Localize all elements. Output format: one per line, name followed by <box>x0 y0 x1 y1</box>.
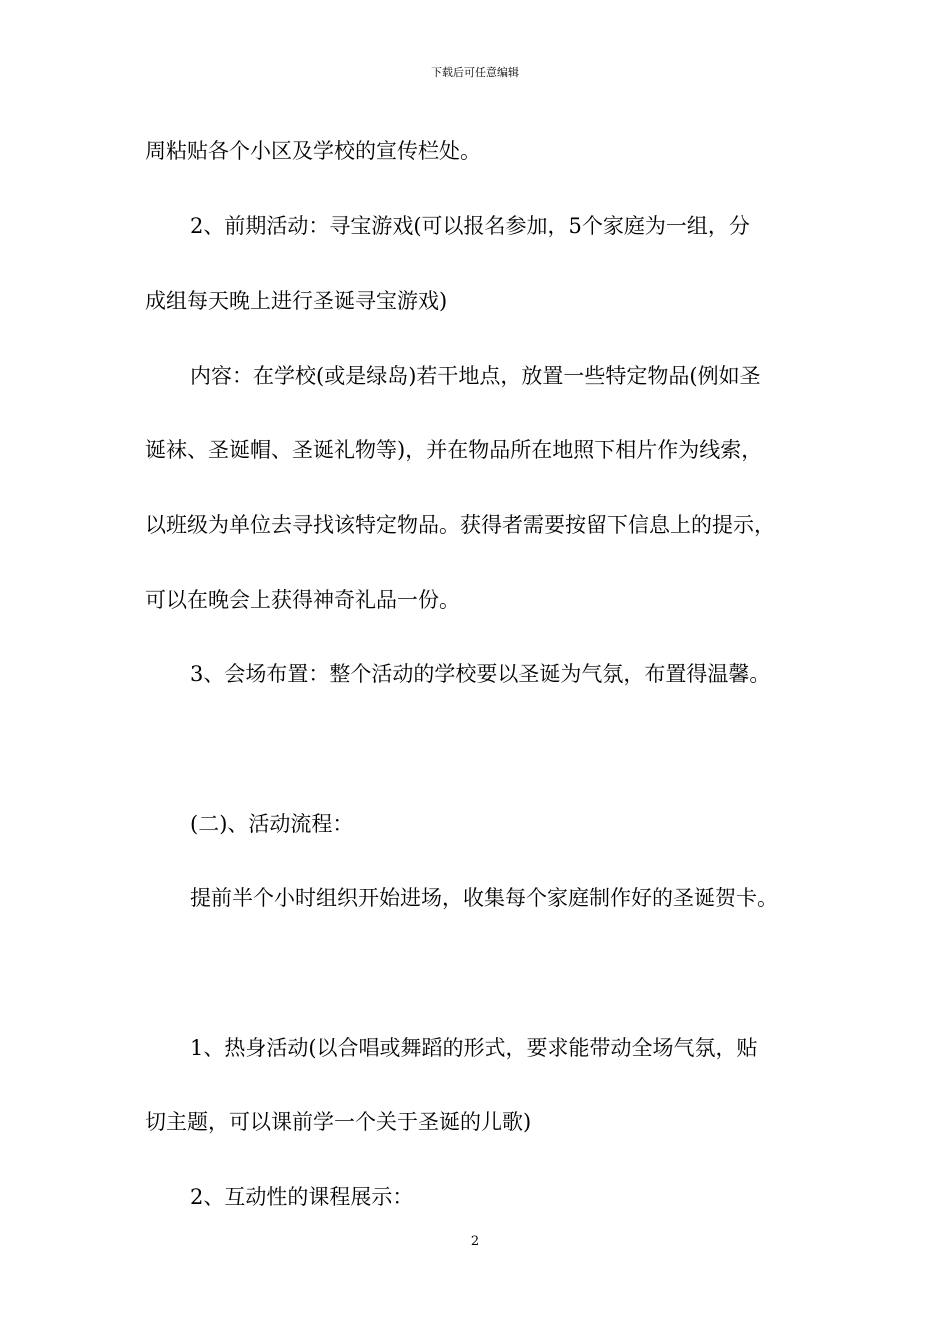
body-text-line: 3、会场布置：整个活动的学校要以圣诞为气氛，布置得温馨。 <box>190 662 771 686</box>
body-text-line: 成组每天晚上进行圣诞寻宝游戏) <box>145 289 448 313</box>
body-text-line: 1、热身活动(以合唱或舞蹈的形式，要求能带动全场气氛，贴 <box>190 1036 758 1060</box>
body-text-line: 内容：在学校(或是绿岛)若干地点，放置一些特定物品(例如圣 <box>190 364 761 388</box>
body-text-line: 提前半个小时组织开始进场，收集每个家庭制作好的圣诞贺卡。 <box>190 886 778 910</box>
page-header: 下载后可任意编辑 <box>431 66 519 79</box>
body-text-line: 周粘贴各个小区及学校的宣传栏处。 <box>145 139 481 163</box>
body-text-line: 以班级为单位去寻找该特定物品。获得者需要按留下信息上的提示， <box>145 513 775 537</box>
body-text-line: 切主题，可以课前学一个关于圣诞的儿歌) <box>145 1110 532 1134</box>
body-text-line: 2、互动性的课程展示： <box>190 1185 414 1209</box>
section-heading: (二)、活动流程： <box>190 812 354 836</box>
body-text-line: 诞袜、圣诞帽、圣诞礼物等)，并在物品所在地照下相片作为线索， <box>145 438 763 462</box>
page-number: 2 <box>470 1234 480 1249</box>
body-text-line: 可以在晚会上获得神奇礼品一份。 <box>145 588 460 612</box>
body-text-line: 2、前期活动：寻宝游戏(可以报名参加，5个家庭为一组，分 <box>190 214 750 238</box>
